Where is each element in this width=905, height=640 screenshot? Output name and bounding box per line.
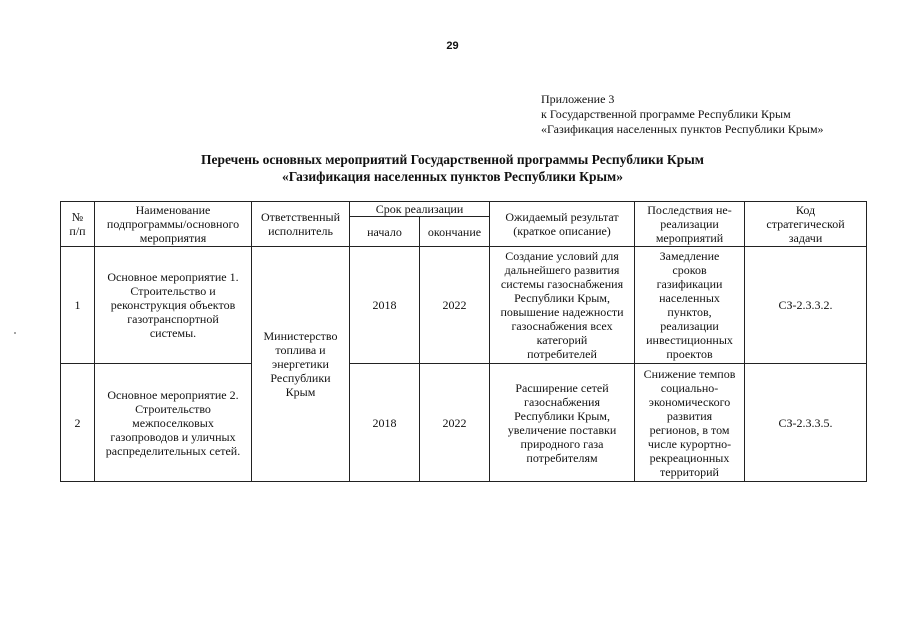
appendix-header	[541, 92, 824, 137]
header-start: начало	[350, 217, 420, 247]
row-end-year: 2022	[420, 364, 490, 482]
table-row	[61, 247, 867, 364]
page-number: 29	[446, 40, 459, 52]
row-consequences: Замедление сроков газификации населенных пунктов, реализации инвестиционных проектов	[635, 247, 745, 364]
header-expected-result: Ожидаемый результат (краткое описание)	[490, 202, 635, 247]
row-strategic-code: СЗ-2.3.3.5.	[745, 364, 867, 482]
header-consequences: Последствия не- реализации мероприятий	[635, 202, 745, 247]
document-title-line-1: Перечень основных мероприятий Государственной программы Республики Крым	[201, 152, 704, 167]
header-strategic-code: Код стратегической задачи	[745, 202, 867, 247]
document-title	[0, 151, 905, 185]
header-measure-name: Наименование подпрограммы/основного мероприятия	[95, 202, 252, 247]
document-title-line-2: «Газификация населенных пунктов Республики Крым»	[282, 169, 623, 184]
measures-table	[60, 201, 867, 482]
row-expected-result: Создание условий для дальнейшего развития системы газоснабжения Республики Крым, повышение надежности газоснабжения всех категорий потребителей	[490, 247, 635, 364]
appendix-line-1: Приложение 3	[541, 92, 615, 106]
scan-speck	[14, 332, 16, 334]
row-consequences: Снижение темпов социально- экономического развития регионов, в том числе курортно- рекреационных территорий	[635, 364, 745, 482]
appendix-line-2: к Государственной программе Республики Крым	[541, 107, 791, 121]
row-start-year: 2018	[350, 247, 420, 364]
row-measure-name: Основное мероприятие 2. Строительство межпоселковых газопроводов и уличных распределительных сетей.	[95, 364, 252, 482]
row-number: 1	[61, 247, 95, 364]
table-header-row	[61, 202, 867, 217]
row-executor: Министерство топлива и энергетики Республики Крым	[252, 247, 350, 482]
row-expected-result: Расширение сетей газоснабжения Республики Крым, увеличение поставки природного газа потребителям	[490, 364, 635, 482]
header-executor: Ответственный исполнитель	[252, 202, 350, 247]
header-number: № п/п	[61, 202, 95, 247]
row-strategic-code: СЗ-2.3.3.2.	[745, 247, 867, 364]
header-end: окончание	[420, 217, 490, 247]
row-number: 2	[61, 364, 95, 482]
row-end-year: 2022	[420, 247, 490, 364]
row-measure-name: Основное мероприятие 1. Строительство и реконструкция объектов газотранспортной системы.	[95, 247, 252, 364]
header-implementation-period: Срок реализации	[350, 202, 490, 217]
table-row	[61, 364, 867, 482]
appendix-line-3: «Газификация населенных пунктов Республики Крым»	[541, 122, 824, 136]
row-start-year: 2018	[350, 364, 420, 482]
